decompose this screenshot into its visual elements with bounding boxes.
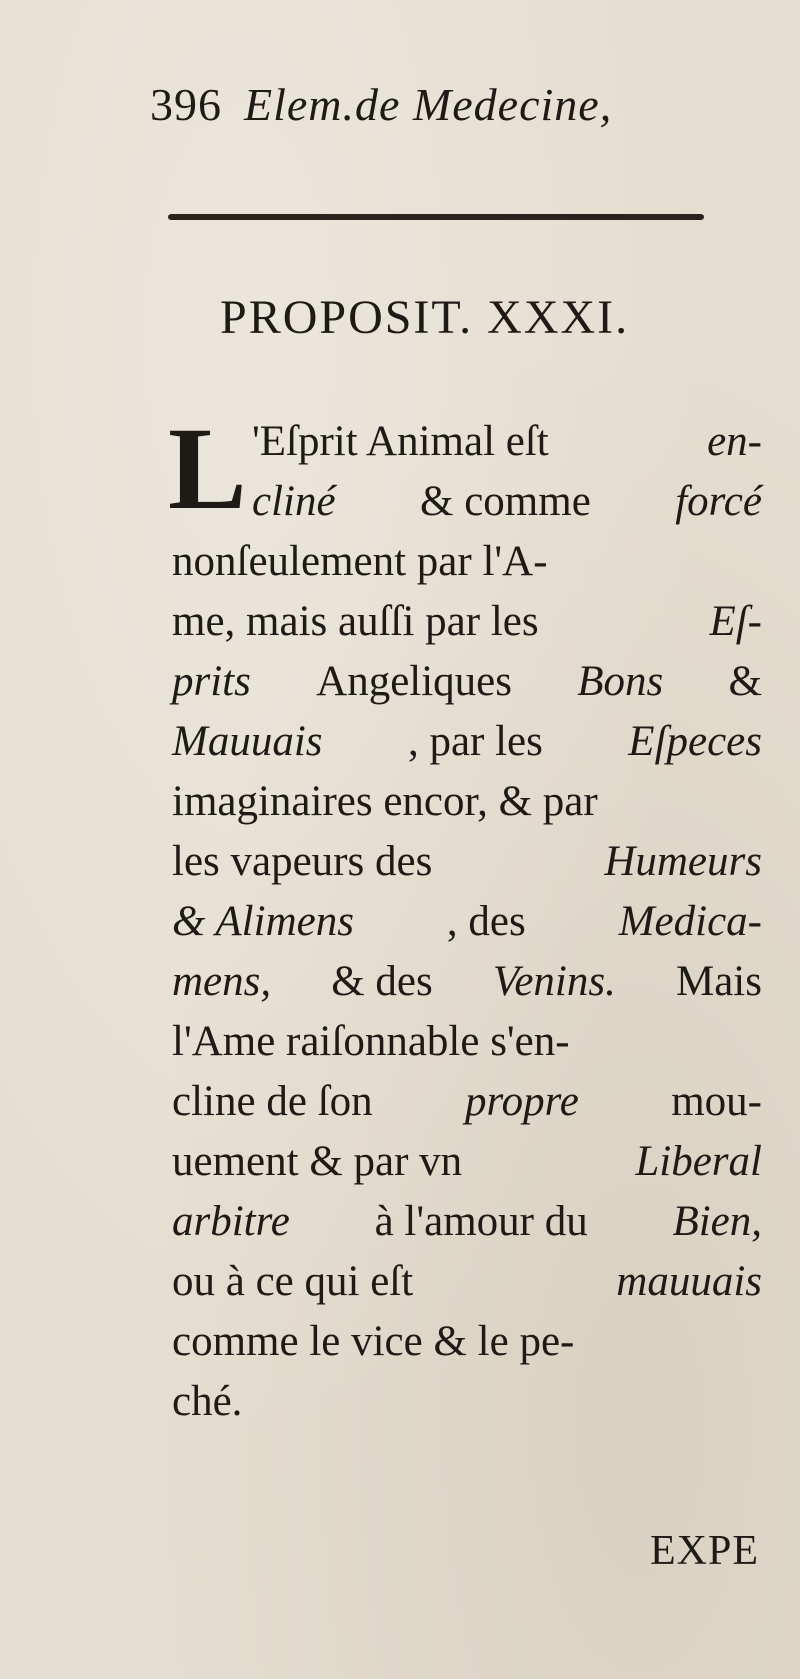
drop-cap: L — [168, 403, 247, 534]
italic-segment: cliné — [252, 478, 336, 525]
text-segment: ché. — [172, 1378, 243, 1425]
text-line — [172, 532, 762, 592]
italic-segment: Liberal — [635, 1138, 762, 1185]
text-segment: 'Eſprit Animal eſt — [252, 418, 549, 465]
text-segment: imaginaires encor, & par — [172, 778, 598, 825]
italic-segment: mens, — [172, 958, 272, 1005]
text-segment: & — [728, 658, 762, 705]
text-segment: cline de ſon — [172, 1078, 373, 1125]
italic-segment: Bons — [577, 658, 664, 705]
running-title: Elem.de Medecine, — [244, 79, 613, 130]
text-segment: & comme — [420, 478, 591, 525]
text-segment: l'Ame raiſonnable s'en- — [172, 1018, 570, 1065]
text-line — [172, 1072, 762, 1132]
text-segment: nonſeulement par l'A- — [172, 538, 548, 585]
italic-segment: Eſ- — [709, 598, 762, 645]
text-line — [172, 652, 762, 712]
italic-segment: Mauuais — [172, 718, 323, 765]
italic-segment: prits — [172, 658, 251, 705]
text-line — [172, 892, 762, 952]
italic-segment: Venins. — [492, 958, 616, 1005]
text-segment: , des — [446, 898, 526, 945]
text-line — [172, 1192, 762, 1252]
text-line — [172, 1372, 762, 1432]
text-segment: les vapeurs des — [172, 838, 433, 885]
text-segment: uement & par vn — [172, 1138, 463, 1185]
text-line — [172, 772, 762, 832]
text-line — [172, 1132, 762, 1192]
text-segment: Angeliques — [316, 658, 512, 705]
text-line — [172, 832, 762, 892]
text-segment: mou- — [671, 1078, 762, 1125]
proposition-title: PROPOSIT. XXXI. — [220, 291, 630, 344]
header-rule — [168, 214, 704, 220]
text-segment: ou à ce qui eſt — [172, 1258, 414, 1305]
italic-segment: Medica- — [618, 898, 762, 945]
text-line — [172, 1252, 762, 1312]
italic-segment: & Alimens — [172, 898, 354, 945]
italic-segment: Humeurs — [604, 838, 762, 885]
text-segment: & des — [331, 958, 433, 1005]
text-line — [172, 412, 762, 472]
text-segment: , par les — [407, 718, 543, 765]
italic-segment: Bien, — [672, 1198, 762, 1245]
italic-segment: en- — [707, 418, 762, 465]
text-segment: comme le vice & le pe- — [172, 1318, 575, 1365]
italic-segment: propre — [464, 1078, 579, 1125]
catchword: EXPE — [650, 1528, 759, 1574]
text-line — [172, 1012, 762, 1072]
page-number: 396 — [150, 79, 222, 130]
text-line — [172, 1312, 762, 1372]
text-segment: Mais — [675, 958, 762, 1005]
italic-segment: mauuais — [616, 1258, 762, 1305]
italic-segment: Eſpeces — [628, 718, 762, 765]
italic-segment: forcé — [675, 478, 762, 525]
body-text — [172, 412, 762, 1432]
text-line — [172, 472, 762, 532]
text-segment: à l'amour du — [374, 1198, 588, 1245]
running-header — [150, 78, 612, 131]
text-line — [172, 712, 762, 772]
italic-segment: arbitre — [172, 1198, 290, 1245]
text-segment: me, mais auſſi par les — [172, 598, 539, 645]
text-line — [172, 952, 762, 1012]
text-line — [172, 592, 762, 652]
